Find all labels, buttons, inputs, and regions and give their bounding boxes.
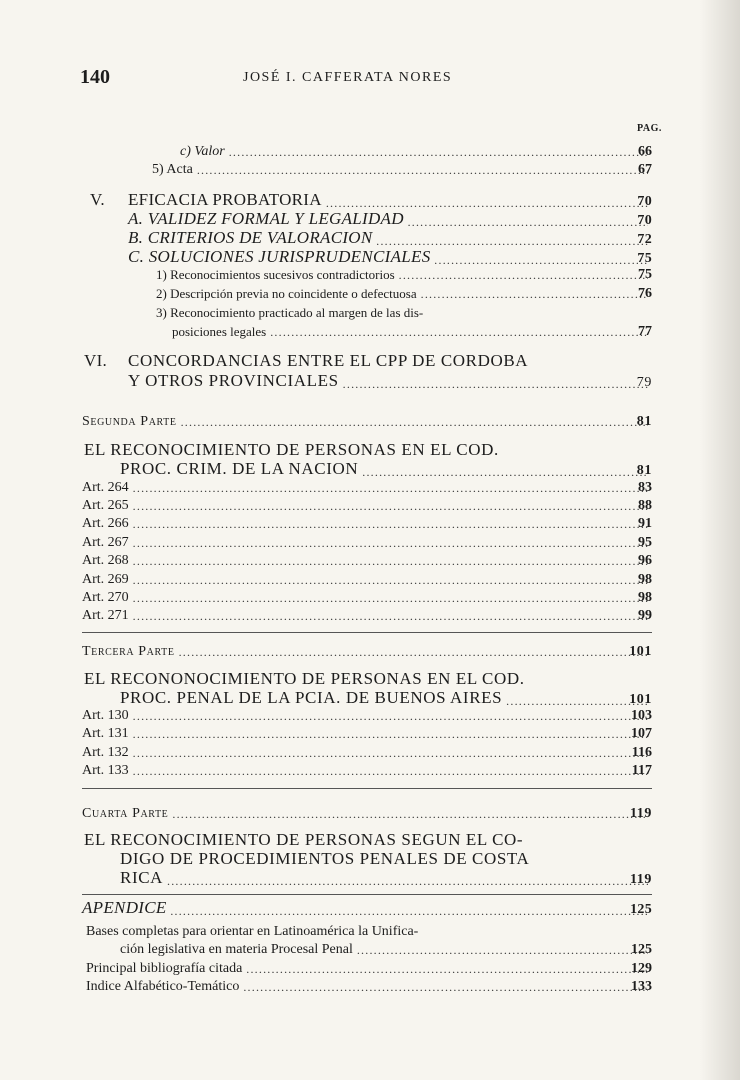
toc-entry-page: 129 — [631, 961, 652, 976]
toc-entry-title: B. CRITERIOS DE VALORACION — [128, 228, 373, 247]
toc-entry — [128, 191, 652, 210]
running-head: JOSÉ I. CAFFERATA NORES — [243, 70, 453, 85]
toc-entry-page: 119 — [629, 872, 652, 888]
toc-entry-continuation: PROC. PENAL DE LA PCIA. DE BUENOS AIRES — [120, 688, 503, 707]
toc-entry-title: Principal bibliografía citada — [86, 961, 243, 976]
toc-entry-title: 3) Reconocimiento practicado al margen de las dis- — [156, 305, 424, 320]
toc-entry-page: 77 — [638, 323, 652, 339]
toc-entry-title: Indice Alfabético-Temático — [86, 979, 240, 994]
toc-entry-continuation: PROC. CRIM. DE LA NACION — [120, 459, 359, 478]
toc-entry-title: EL RECONOCIMIENTO DE PERSONAS EN EL COD. — [84, 440, 499, 459]
toc-entry-title: A. VALIDEZ FORMAL Y LEGALIDAD — [128, 209, 404, 228]
toc-entry — [180, 144, 652, 159]
toc-entry — [82, 498, 652, 513]
toc-entry — [120, 942, 652, 957]
toc-entry-page: 70 — [637, 213, 652, 229]
toc-entry — [156, 268, 652, 282]
toc-entry-title: Bases completas para orientar en Latinoamérica la Unifica- — [86, 924, 419, 939]
toc-entry-title: EL RECONONOCIMIENTO DE PERSONAS EN EL COD. — [84, 669, 525, 688]
toc-entry-page: 133 — [631, 979, 652, 994]
toc-entry-title: Art. 131 — [82, 726, 129, 741]
toc-section — [82, 644, 652, 659]
toc-entry — [82, 516, 652, 531]
toc-entry-title: Art. 130 — [82, 708, 129, 723]
toc-entry-title: Art. 267 — [82, 535, 129, 550]
toc-entry-continuation: DIGO DE PROCEDIMIENTOS PENALES DE COSTA — [120, 849, 530, 868]
toc-entry-page: 98 — [638, 590, 652, 605]
toc-entry — [128, 229, 652, 248]
toc-entry-title: Art. 132 — [82, 745, 129, 760]
toc-entry-number: V. — [90, 190, 105, 209]
toc-entry-title: CONCORDANCIAS ENTRE EL CPP DE CORDOBA — [128, 351, 529, 370]
toc-entry-page: 116 — [631, 745, 652, 760]
toc-entry-title: Art. 270 — [82, 590, 129, 605]
toc-entry — [156, 287, 652, 301]
toc-entry — [86, 979, 652, 994]
toc-entry-title: 1) Reconocimientos sucesivos contradictorios — [156, 267, 395, 282]
toc-entry-title: 2) Descripción previa no coincidente o defectuosa — [156, 286, 417, 301]
toc-entry-continuation: posiciones legales — [172, 324, 267, 339]
toc-entry — [82, 590, 652, 605]
toc-entry — [82, 745, 652, 760]
toc-entry — [152, 162, 652, 177]
toc-entry-page: 72 — [637, 232, 652, 248]
toc-entry-page: 75 — [637, 251, 652, 267]
toc-entry — [82, 480, 652, 495]
toc-entry-page: 125 — [630, 902, 652, 918]
toc-entry — [128, 210, 652, 229]
toc-entry-page: 125 — [631, 942, 652, 957]
pag-column-label: PAG. — [637, 123, 662, 134]
toc-entry-title: EFICACIA PROBATORIA — [128, 190, 322, 209]
toc-entry-page: 75 — [638, 266, 652, 282]
toc-entry — [120, 460, 652, 479]
toc-entry-page: 70 — [637, 194, 652, 210]
toc-entry-page: 103 — [631, 708, 652, 723]
toc-entry — [82, 763, 652, 778]
toc-entry — [82, 572, 652, 587]
toc-entry-page: 119 — [629, 806, 652, 821]
toc-entry-page: 81 — [636, 463, 652, 479]
toc-entry-title: EL RECONOCIMIENTO DE PERSONAS SEGUN EL CO- — [84, 830, 524, 849]
toc-entry — [128, 248, 652, 267]
toc-entry-title: c) Valor — [180, 144, 225, 159]
toc-entry-title: APENDICE — [82, 898, 167, 917]
toc-entry-title: Tercera Parte — [82, 644, 175, 659]
toc-entry-page: 95 — [638, 535, 652, 550]
section-divider — [82, 894, 652, 895]
toc-entry — [82, 608, 652, 623]
toc-entry-title: 5) Acta — [152, 162, 193, 177]
toc-entry — [86, 961, 652, 976]
toc-entry-page: 96 — [638, 553, 652, 568]
toc-entry-page: 81 — [636, 414, 652, 429]
toc-entry — [82, 708, 652, 723]
toc-entry-page: 83 — [638, 480, 652, 495]
toc-entry-title: Art. 266 — [82, 516, 129, 531]
toc-entry — [82, 535, 652, 550]
toc-entry-page: 98 — [638, 572, 652, 587]
page-edge-shadow — [700, 0, 740, 1080]
toc-entry-title: Cuarta Parte — [82, 806, 169, 821]
toc-entry-continuation: Y OTROS PROVINCIALES — [128, 371, 339, 390]
toc-entry-title: C. SOLUCIONES JURISPRUDENCIALES — [128, 247, 431, 266]
toc-entry — [120, 869, 652, 888]
toc-entry-page: 79 — [636, 375, 652, 391]
toc-entry-page: 101 — [629, 644, 652, 659]
toc-entry-page: 117 — [631, 763, 652, 778]
toc-entry — [128, 372, 652, 391]
toc-entry-page: 91 — [638, 516, 652, 531]
toc-entry-title: Segunda Parte — [82, 414, 177, 429]
toc-entry — [172, 325, 652, 339]
toc-entry-page: 107 — [631, 726, 652, 741]
toc-entry-page: 101 — [629, 692, 652, 708]
section-divider — [82, 788, 652, 789]
toc-entry — [82, 553, 652, 568]
toc-entry-number: VI. — [84, 351, 108, 370]
toc-section — [82, 899, 652, 918]
section-divider — [82, 632, 652, 633]
toc-entry-title: Art. 269 — [82, 572, 129, 587]
toc-entry-title: Art. 271 — [82, 608, 129, 623]
toc-entry-page: 88 — [638, 498, 652, 513]
toc-entry — [82, 726, 652, 741]
page-number: 140 — [80, 66, 110, 88]
toc-section — [82, 806, 652, 821]
toc-entry-page: 66 — [638, 144, 652, 159]
toc-entry-page: 99 — [638, 608, 652, 623]
toc-entry-title: Art. 268 — [82, 553, 129, 568]
toc-entry-continuation: ción legislativa en materia Procesal Penal — [120, 942, 353, 957]
toc-entry-title: Art. 133 — [82, 763, 129, 778]
toc-entry-page: 76 — [638, 285, 652, 301]
toc-entry — [120, 689, 652, 708]
toc-entry-continuation: RICA — [120, 868, 164, 887]
toc-entry-title: Art. 264 — [82, 480, 129, 495]
toc-section — [82, 414, 652, 429]
toc-entry-page: 67 — [638, 162, 652, 177]
toc-entry-title: Art. 265 — [82, 498, 129, 513]
